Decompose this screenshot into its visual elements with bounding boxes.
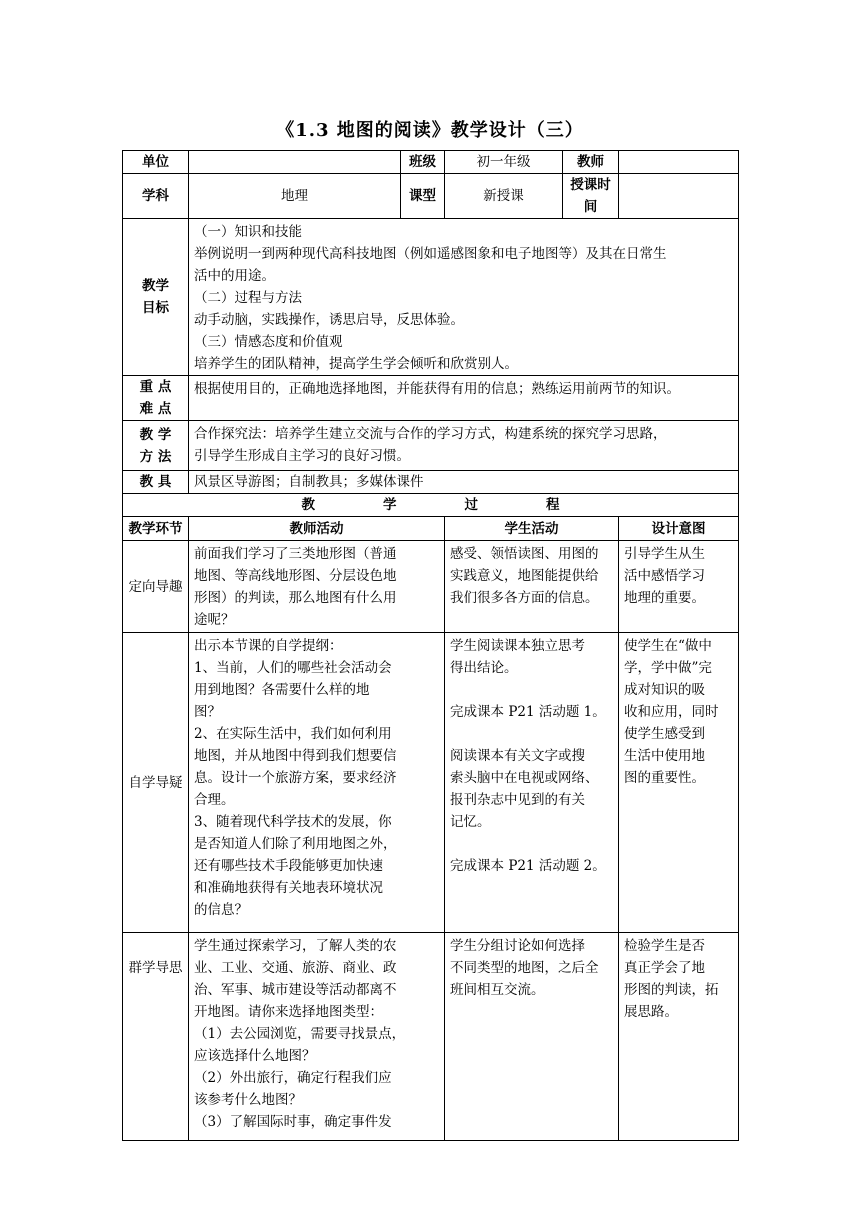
design-intent-cell: 检验学生是否 真正学会了地 形图的判读，拓 展思路。: [619, 933, 739, 1141]
method-content: 合作探究法：培养学生建立交流与合作的学习方式，构建系统的探究学习思路， 引导学生形成自主学习的良好习惯。: [189, 421, 739, 471]
goals-line: 动手动脑，实践操作，诱思启导，反思体验。: [194, 312, 464, 328]
unit-value: [189, 151, 401, 174]
goals-line: 举例说明一到两种现代高科技地图（例如遥感图象和电子地图等）及其在日常生: [194, 246, 667, 262]
key-points-label: 重 点 难 点: [123, 376, 189, 421]
design-intent-cell: 引导学生从生 活中感悟学习 地理的重要。: [619, 541, 739, 633]
goals-content: [189, 219, 739, 376]
lesson-type-label: 课型: [401, 174, 445, 219]
table-row: [123, 633, 739, 933]
lesson-plan-table: [122, 150, 739, 1141]
subject-value: 地理: [189, 174, 401, 219]
stage-cell: 群学导思: [123, 933, 189, 1141]
teacher-label: 教师: [563, 151, 619, 174]
header-teacher-activity: 教师活动: [189, 517, 445, 541]
teacher-value: [619, 151, 739, 174]
stage-cell: 定向导趣: [123, 541, 189, 633]
method-label: 教 学 方 法: [123, 421, 189, 471]
document-title: 《1.3 地图的阅读》教学设计（三）: [276, 120, 584, 141]
design-intent-cell: 使学生在“做中 学，学中做”完 成对知识的吸 收和应用，同时 使学生感受到 生活中使用地 图的重要性。: [619, 633, 739, 933]
unit-label: 单位: [123, 151, 189, 174]
header-stage: 教学环节: [123, 517, 189, 541]
goals-line: （二）过程与方法: [194, 290, 302, 306]
table-row: [123, 541, 739, 633]
goals-label: 教学 目标: [123, 219, 189, 376]
table-row: [123, 933, 739, 1141]
process-heading: 教 学 过 程: [123, 494, 739, 517]
class-label: 班级: [401, 151, 445, 174]
tools-content: 风景区导游图；自制教具；多媒体课件: [189, 471, 739, 494]
class-time-value: [619, 174, 739, 219]
key-points-content: 根据使用目的，正确地选择地图，并能获得有用的信息；熟练运用前两节的知识。: [189, 376, 739, 421]
teacher-activity-cell: 前面我们学习了三类地形图（普通 地图、等高线地形图、分层设色地 形图）的判读，那么地图有什么用 途呢？: [189, 541, 445, 633]
class-value: 初一年级: [445, 151, 563, 174]
lesson-type-value: 新授课: [445, 174, 563, 219]
student-activity-cell: 感受、领悟读图、用图的 实践意义，地图能提供给 我们很多各方面的信息。: [445, 541, 619, 633]
header-student-activity: 学生活动: [445, 517, 619, 541]
goals-line: （一）知识和技能: [194, 224, 302, 240]
tools-label: 教 具: [123, 471, 189, 494]
goals-line: 培养学生的团队精神，提高学生学会倾听和欣赏别人。: [194, 356, 518, 372]
student-activity-cell: 学生分组讨论如何选择 不同类型的地图，之后全 班间相互交流。: [445, 933, 619, 1141]
class-time-label: 授课时间: [563, 174, 619, 219]
teacher-activity-cell: 学生通过探索学习，了解人类的农 业、工业、交通、旅游、商业、政 治、军事、城市建设等活动都离不 开地图。请你来选择地图类型： （1）去公园浏览，需要寻找景点， 应该选择什么地图？ （2）外出旅行，确定行程我们应 该参考什么地图？ （3）了解国际时事，确定事件发: [189, 933, 445, 1141]
subject-label: 学科: [123, 174, 189, 219]
header-design-intent: 设计意图: [619, 517, 739, 541]
goals-line: （三）情感态度和价值观: [194, 334, 343, 350]
goals-line: 活中的用途。: [194, 268, 275, 284]
student-activity-cell: 学生阅读课本独立思考 得出结论。 完成课本 P21 活动题 1。 阅读课本有关文字或搜 索头脑中在电视或网络、 报刊杂志中见到的有关 记忆。 完成课本 P21 活动题 2。: [445, 633, 619, 933]
teacher-activity-cell: 出示本节课的自学提纲： 1、当前，人们的哪些社会活动会 用到地图？各需要什么样的地 图？ 2、在实际生活中，我们如何利用 地图，并从地图中得到我们想要信 息。设计一个旅游方案，要求经济 合理。 3、随着现代科学技术的发展，你 是否知道人们除了利用地图之外， 还有哪些技术手段能够更加快速 和准确地获得有关地表环境状况 的信息？: [189, 633, 445, 933]
stage-cell: 自学导疑: [123, 633, 189, 933]
